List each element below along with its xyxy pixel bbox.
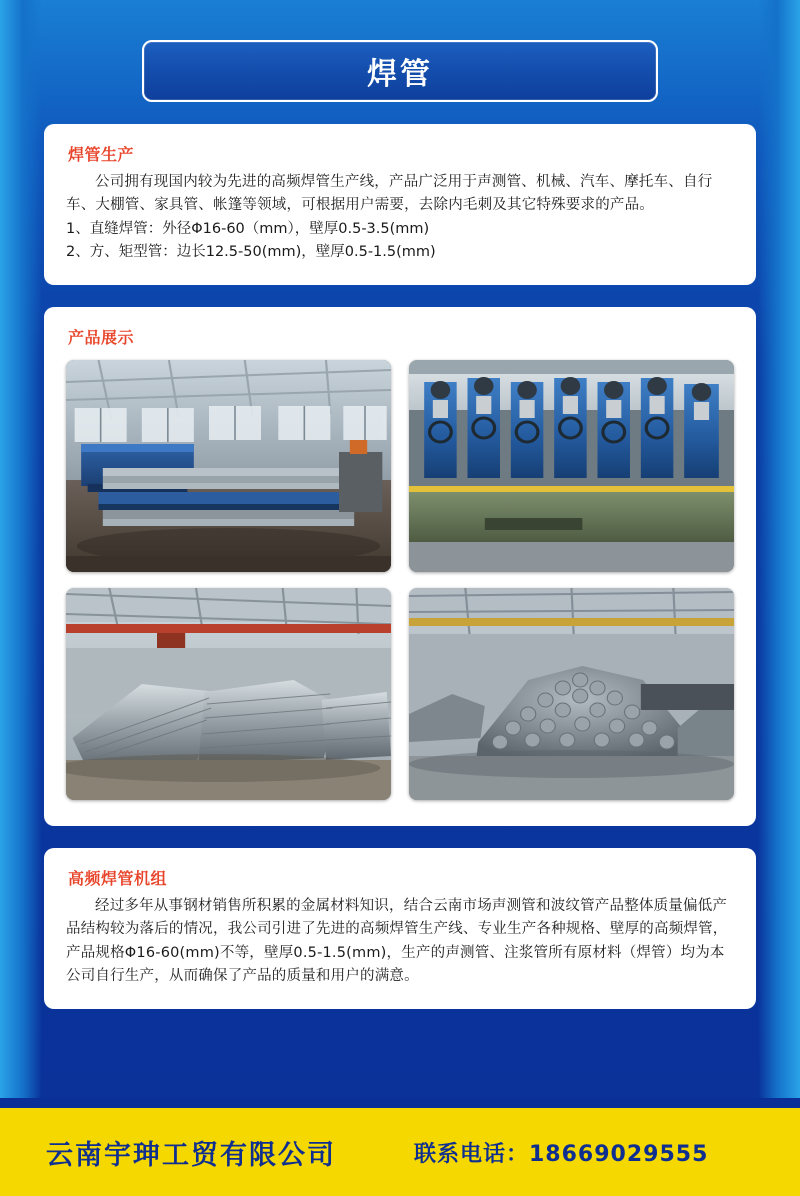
section-production-heading: 焊管生产 — [68, 145, 135, 164]
pipe-stacks-warehouse-photo — [66, 588, 391, 800]
section-gallery-heading: 产品展示 — [68, 327, 135, 347]
footer-bar — [0, 1108, 800, 1196]
welded-pipe-production-line-photo — [66, 360, 391, 572]
product-photo-gallery — [66, 360, 734, 800]
section-mill-paragraph: 经过多年从事钢材销售所积累的金属材料知识，结合云南市场声测管和波纹管产品整体质量偏低产品结构较为落后的情况，我公司引进了先进的高频焊管生产线、专业生产各种规格、壁厚的高频焊管，产品规格Φ16-60(mm)不等，壁厚0.5-1.5(mm)，生产的声测管、注浆管所有原材料（焊管）均为本公司自行生产，从而确保了产品的质量和用户的满意。 — [66, 897, 728, 985]
section-production-paragraph: 公司拥有现国内较为先进的高频焊管生产线，产品广泛用于声测管、机械、汽车、摩托车、自行车、大棚管、家具管、帐篷等领域，可根据用户需要，去除内毛刺及其它特殊要求的产品。 — [66, 174, 713, 214]
spec-line-round-pipe: 1、直缝焊管：外径Φ16-60（mm），壁厚0.5-3.5(mm) — [66, 220, 430, 237]
section-mill-card — [44, 848, 756, 1009]
footer — [0, 1098, 800, 1196]
contact-phone: 联系电话：18669029555 — [414, 1141, 709, 1167]
pipe-bundles-storage-photo — [409, 588, 734, 800]
poster-content — [0, 40, 800, 1009]
spec-line-square-pipe: 2、方、矩型管：边长12.5-50(mm)，壁厚0.5-1.5(mm) — [66, 244, 436, 261]
high-frequency-welding-mill-photo — [409, 360, 734, 572]
section-gallery-card — [44, 307, 756, 826]
page-title: 焊管 — [367, 57, 433, 92]
section-production-card — [44, 124, 756, 285]
company-name: 云南宇珅工贸有限公司 — [46, 1139, 336, 1171]
page-title-banner — [142, 40, 658, 102]
footer-divider — [0, 1098, 800, 1108]
section-mill-heading: 高频焊管机组 — [68, 868, 168, 888]
